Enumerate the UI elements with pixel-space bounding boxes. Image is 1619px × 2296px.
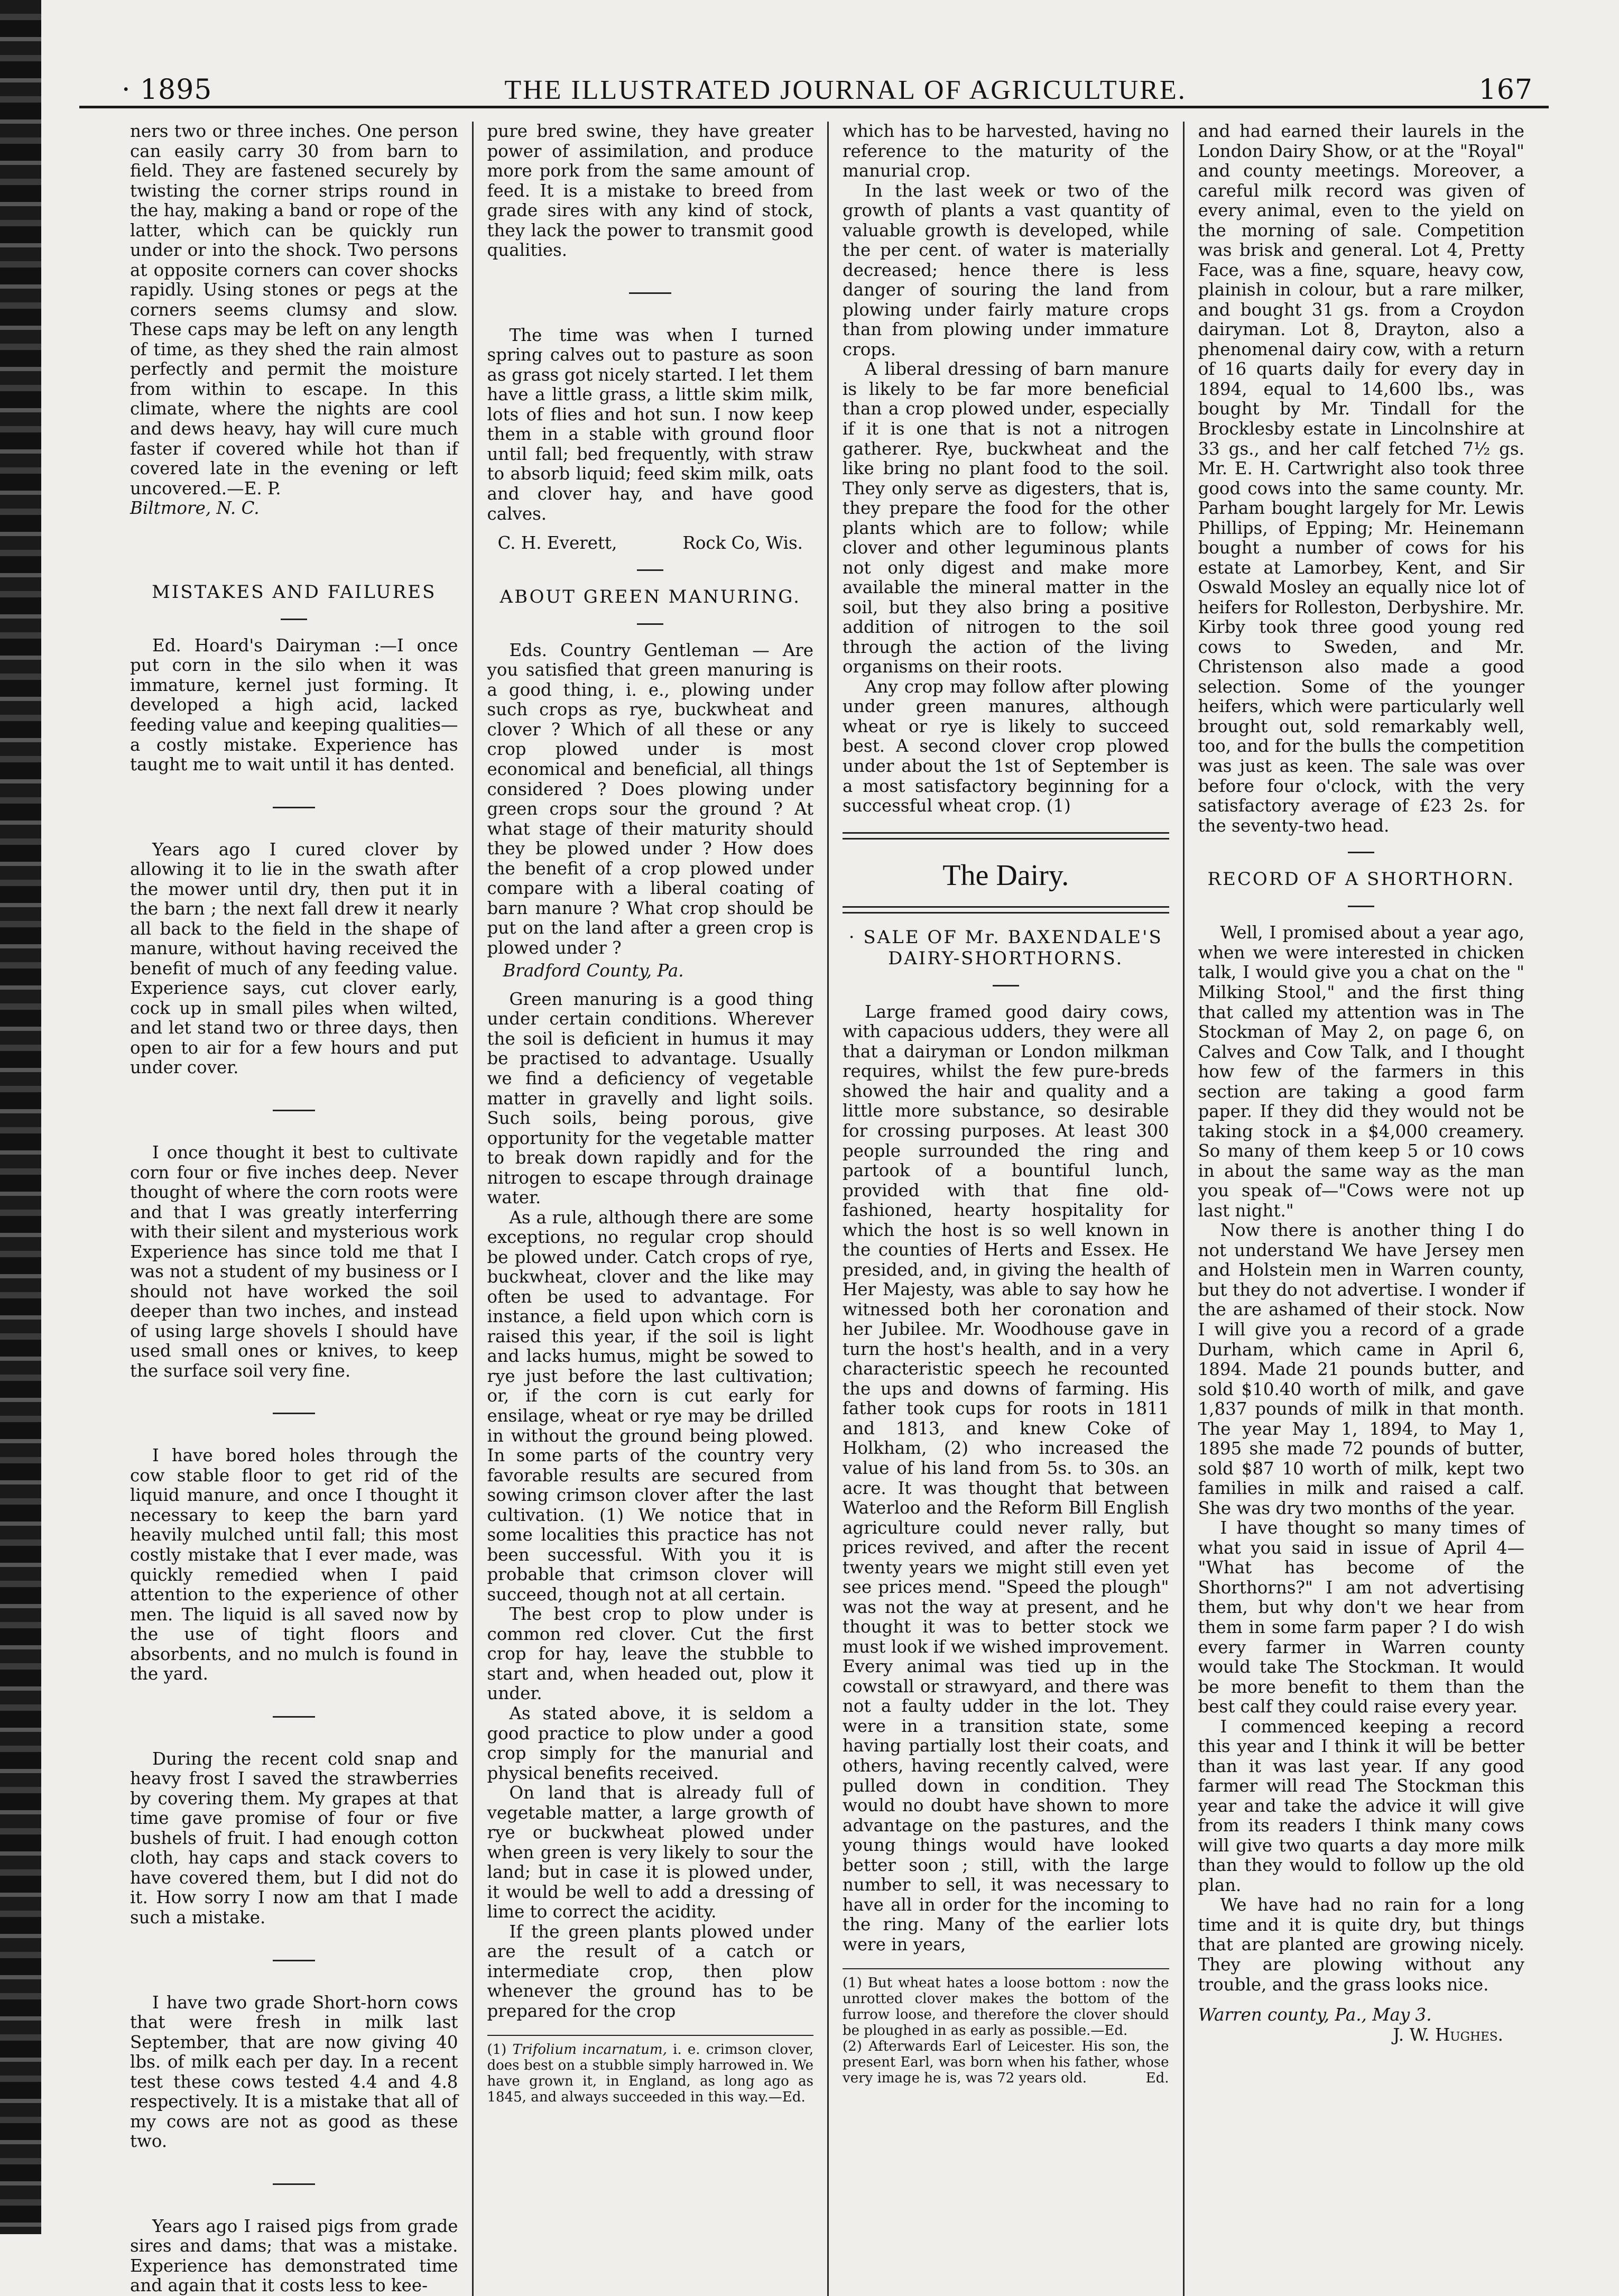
footnote-latin-name: Trifolium incarnatum, (512, 2042, 667, 2058)
footnote-mark: (1) (487, 2042, 513, 2058)
signature-location: Rock Co, Wis. (682, 533, 803, 554)
paragraph: During the recent cold snap and heavy frost I saved the strawberries by covering them. My grapes at that time gave promise of four or five bushels of fruit. I had enough cotton cloth, hay caps and stack covers to have covered them, but I did not do it. How sorry I now am that I made such a mistake. (130, 1748, 458, 1928)
paragraph: We have had no rain for a long time and it is quite dry, but things that are planted are growing nicely. They are plowing without any trouble, and the grass looks nice. (1198, 1895, 1524, 1995)
footnote (487, 2035, 814, 2106)
divider (273, 1413, 315, 1414)
footnote: (1) But wheat hates a loose bottom : now the unrotted clover makes the bottom of the furrow loose, and therefore the clover should be ploughed in as early as possible.—Ed. (843, 1968, 1169, 2039)
signature-location: Biltmore, N. C. (130, 498, 260, 519)
signature-name: J. W. Hughes. (1393, 2024, 1503, 2045)
column-1 (116, 122, 472, 2296)
paragraph: Green manuring is a good thing under certain conditions. Wherever the soil is deficient in humus it may be practised to advantage. Usually we find a deficiency of vegetable matter in gravelly and light soils. Such soils, being porous, give opportunity for the vegetable matter to break down rapidly and for the nitrogen to escape through drainage water. (487, 989, 813, 1208)
footnote-text: (2) Afterwards Earl of Leicester. His son, the present Earl, was born when his father, whose very image he is, was 72 years old. (843, 2038, 1169, 2086)
paragraph: Eds. Country Gentleman — Are you satisfied that green manuring is a good thing, i. e., plowing under such crops as rye, buckwheat and clover ? Which of all these or any crop plowed under is most economical and beneficial, all things considered ? Does plowing under green crops sour the ground ? At what stage of their maturity should they be plowed under ? How does the benefit of a crop plowed under compare with a liberal coating of barn manure ? What crop should be put on the land after a green crop is plowed under ? (487, 640, 813, 958)
divider (281, 619, 307, 620)
paragraph: On land that is already full of vegetable matter, a large growth of rye or buckwheat plowed under when green is very likely to sour the land; but in case it is plowed under, it would be well to add a dressing of lime to correct the acidity. (487, 1783, 813, 1922)
paragraph: If the green plants plowed under are the result of a catch or intermediate crop, then plow whenever the ground has to be prepared for the crop (487, 1921, 813, 2021)
divider (993, 985, 1019, 986)
page-header (79, 53, 1549, 108)
divider (637, 569, 663, 571)
paragraph: A liberal dressing of barn manure is likely to be far more beneficial than a crop plowed under, especially if it is one that is not a nitrogen gatherer. Rye, buckwheat and the like bring no plant food to the soil. They only serve as digesters, that is, they prepare the food for the other plants which are to follow; while clover and other leguminous plants not only digest and make more available the mineral matter in the soil, but they also bring a positive addition of nitrogen to the soil through the action of the living organisms on their roots. (843, 359, 1169, 677)
paragraph: In the last week or two of the growth of plants a vast quantity of valuable growth is developed, while the per cent. of water is materially decreased; hence there is less danger of souring the land from plowing under fairly mature crops than from plowing under immature crops. (843, 180, 1169, 359)
divider (637, 623, 663, 625)
signature-location: Warren county, Pa., May 3. (1198, 2005, 1432, 2025)
journal-page (79, 53, 1549, 2296)
footnote-signature: Ed. (1145, 2070, 1169, 2086)
paragraph: I commenced keeping a record this year and I think it will be better than it was last year. If any good farmer will read The Stockman this year and take the advice it will give from its readers I think many cows will give two quarts a day more milk than they would to follow up the old plan. (1198, 1716, 1524, 1895)
paragraph: As stated above, it is seldom a good practice to plow under a good crop simply for the manurial and physical benefits received. (487, 1703, 813, 1783)
divider (273, 1960, 315, 1961)
signature (498, 533, 803, 554)
paragraph: Large framed good dairy cows, with capacious udders, they were all that a dairyman or London milkman requires, whilst the few pure-breds showed the hair and quality and a little more substance, so desirable for crossing purposes. At least 300 people surrounded the ring and partook of a bountiful lunch, provided with that fine old-fashioned, hearty hospitality for which the host is so well known in the counties of Herts and Essex. He presided, and, in giving the health of Her Majesty, was able to say how he witnessed both her coronation and her Jubilee. Mr. Woodhouse gave in turn the host's health, and in a very characteristic speech he recounted the ups and downs of farming. His father took cups for roots in 1811 and 1813, and knew Coke of Holkham, (2) who increased the value of his land from 5s. to 30s. an acre. It was thought that between Waterloo and the Reform Bill English agriculture could never rally, but prices revived, and after the recent twenty years we might still even yet see prices mend. "Speed the plough" was not the way at present, and he thought it was to better stock we must look if we wished improvement. Every animal was tied up in the cowstall or strawyard, and there was not a faulty udder in the lot. They were in a transition state, some having partially lost their coats, and others, having recently calved, were pulled down in condition. They would no doubt have shown to more advantage on the pastures, and the young things would have looked better soon ; still, with the large number to sell, it was necessary to have all in order for the incoming to the ring. Many of the earlier lots were in years, (843, 1001, 1169, 1954)
journal-title: THE ILLUSTRATED JOURNAL OF AGRICULTURE. (504, 75, 1187, 105)
divider (273, 1716, 315, 1718)
section-heading: ABOUT GREEN MANURING. (499, 586, 801, 607)
paragraph: The best crop to plow under is common red clover. Cut the first crop for hay, leave the stubble to start and, when headed out, plow it under. (487, 1604, 813, 1704)
paragraph: Years ago I cured clover by allowing it to lie in the swath after the mower until dry, then put it in the barn ; the next fall drew it nearly all back to the field in the shape of manure, without having received the benefit of much of any feeding value. Experience says, cut clover early, cock up in small piles when wilted, and let stand two or three days, then open to air for a few hours and put under cover. (130, 839, 458, 1078)
paragraph: and had earned their laurels in the London Dairy Show, or at the "Royal" and county meetings. Moreover, a careful milk record was given of every animal, even to the yield on the morning of sale. Competition was brisk and general. Lot 4, Pretty Face, was a fine, square, heavy cow, plainish in colour, but a rare milker, and bought 31 gs. from a Croydon dairyman. Lot 8, Drayton, also a phenomenal dairy cow, with a return of 16 quarts daily for every day in 1894, equal to 14,600 lbs., was bought by Mr. Tindall for the Brocklesby estate in Lincolnshire at 33 gs., and her calf fetched 7½ gs. Mr. E. H. Cartwright also took three good cows into the same county. Mr. Parham bought largely for Mr. Lewis Phillips, of Epping; Mr. Heinemann bought a number of cows for his estate at Lamorbey, Kent, and Sir Oswald Mosley an equally nice lot of heifers for Rolleston, Derbyshire. Mr. Kirby took three good young red cows to Sweden, and Mr. Christenson also made a good selection. Some of the younger heifers, which were particularly well brought out, sold remarkably well, too, and for the bulls the competition was just as keen. The sale was over before four o'clock, with the very satisfactory average of £23 2s. for the seventy-two head. (1198, 121, 1524, 836)
paragraph: As a rule, although there are some exceptions, no regular crop should be plowed under. Catch crops of rye, buckwheat, clover and the like may often be used to advantage. For instance, a field upon which corn is raised this year, if the soil is light and lacks humus, might be sowed to rye just before the last cultivation; or, if the corn is cut early for ensilage, wheat or rye may be drilled in without the ground being plowed. In some parts of the country very favorable results are secured from sowing crimson clover after the last cultivation. (1) We notice that in some localities this practice has not been successful. With you it is probable that crimson clover will succeed, though not at all certain. (487, 1207, 813, 1605)
divider (273, 2183, 315, 2185)
paragraph: The time was when I turned spring calves out to pasture as soon as grass got nicely started. I let them have a little grass, a little skim milk, lots of flies and hot sun. I now keep them in a stable with ground floor until fall; bed frequently, with straw to absorb liquid; feed skim milk, oats and clover hay, and have good calves. (487, 325, 813, 524)
paragraph: which has to be harvested, having no reference to the maturity of the manurial crop. (843, 121, 1169, 181)
divider (629, 292, 671, 294)
paragraph: I have thought so many times of what you said in issue of April 4— "What has become of the Shorthorns?" I am not advertising them, but why don't we hear from them in some farm paper ? I do wish every farmer in Warren county would take The Stockman. It would be more benefit to them than the best calf they could raise every year. (1198, 1518, 1524, 1717)
binding-spine (0, 0, 41, 2234)
paragraph: Years ago I raised pigs from grade sires and dams; that was a mistake. Experience has demonstrated time and again that it costs less to kee- (130, 2216, 458, 2296)
paragraph: I once thought it best to cultivate corn four or five inches deep. Never thought of where the corn roots were and that I was greatly interferring with their silent and mysterious work Experience has since told me that I was not a student of my business or I should not have worked the soil deeper than two inches, and instead of using large shovels I should have used small ones or knives, to keep the surface soil very fine. (130, 1142, 458, 1381)
text-columns (116, 121, 1538, 2296)
divider (273, 807, 315, 808)
double-rule (843, 906, 1169, 914)
divider (273, 1110, 315, 1111)
paragraph: Now there is another thing I do not understand We have Jersey men and Holstein men in Warren county, but they do not advertise. I wonder if the are ashamed of their stock. Now I will give you a record of a grade Durham, which came in April 6, 1894. Made 21 pounds butter, and sold $10.40 worth of milk, and gave 1,837 pounds of milk in that month. The year May 1, 1894, to May 1, 1895 she made 72 pounds of butter, sold $87 10 worth of milk, kept two families in milk and raised a calf. She was dry two months of the year. (1198, 1220, 1524, 1518)
paragraph: ners two or three inches. One person can easily carry 30 from barn to field. They are fastened securely by twisting the corner strips round in the hay, making a band or rope of the latter, which can be quickly run under or into the shock. Two persons at opposite corners can cover shocks rapidly. Using stones or pegs at the corners seems clumsy and slow. These caps may be left on any length of time, as they shed the rain almost perfectly and permit the moisture from within to escape. In this climate, where the nights are cool and dews heavy, hay will cure much faster if covered while hot than if covered late in the evening or left uncovered.—E. P. (130, 121, 458, 499)
column-2 (472, 122, 828, 2296)
signature-name: C. H. Everett, (497, 533, 617, 554)
paragraph: Any crop may follow after plowing under green manures, although wheat or rye is likely to succeed best. A second clover crop plowed under about the 1st of September is a most satisfactory beginning for a successful wheat crop. (1) (843, 676, 1169, 816)
column-4 (1183, 122, 1539, 2296)
paragraph: I have two grade Short-horn cows that were fresh in milk last September, that are now giving 40 lbs. of milk each per day. In a recent test these cows tested 4.4 and 4.8 respectively. It is a mistake that all of my cows are not as good as these two. (130, 1992, 458, 2152)
page-number: 167 (1478, 74, 1533, 106)
footnote-text: i. e. crimson clover, does best on a stubble simply harrowed in. We have grown it, in England, as long ago as 1845, and always succeeded in this way.—Ed. (487, 2042, 813, 2106)
paragraph: Well, I promised about a year ago, when we were interested in chicken talk, I would give you a chat on the " Milking Stool," and the first thing that called my attention was in The Stockman of May 2, on page 6, on Calves and Cow Talk, and I thought how few of the farmers in this section are taking a good farm paper. If they did they would not be taking stock in a $4,000 creamery. So many of them keep 5 or 10 cows in about the same way as the man you speak of—"Cows were not up last night." (1198, 923, 1524, 1221)
paragraph: Ed. Hoard's Dairyman :—I once put corn in the silo when it was immature, kernel just forming. It developed a high acid, lacked feeding value and keeping qualities—a costly mistake. Experience has taught me to wait until it has dented. (130, 635, 458, 775)
divider (1348, 906, 1374, 907)
header-year: · 1895 (122, 74, 212, 106)
section-heading: MISTAKES AND FAILURES (152, 581, 437, 603)
section-heading: RECORD OF A SHORTHORN. (1207, 869, 1515, 890)
section-heading: · SALE OF Mr. BAXENDALE'S DAIRY-SHORTHORNS. (848, 927, 1163, 969)
footnote (843, 2039, 1169, 2087)
section-title: The Dairy. (942, 859, 1069, 892)
signature-location: Bradford County, Pa. (503, 961, 684, 981)
double-rule (843, 832, 1169, 840)
paragraph: I have bored holes through the cow stable floor to get rid of the liquid manure, and once I thought it necessary to keep the barn yard heavily mulched until fall; this most costly mistake that I ever made, was quickly remedied when I paid attention to the experience of other men. The liquid is all saved now by the use of tight floors and absorbents, and no mulch is found in the yard. (130, 1445, 458, 1684)
column-3 (827, 122, 1183, 2296)
divider (1348, 852, 1374, 853)
paragraph: pure bred swine, they have greater power of assimilation, and produce more pork from the same amount of feed. It is a mistake to breed from grade sires with any kind of stock, they lack the power to transmit good qualities. (487, 121, 813, 261)
